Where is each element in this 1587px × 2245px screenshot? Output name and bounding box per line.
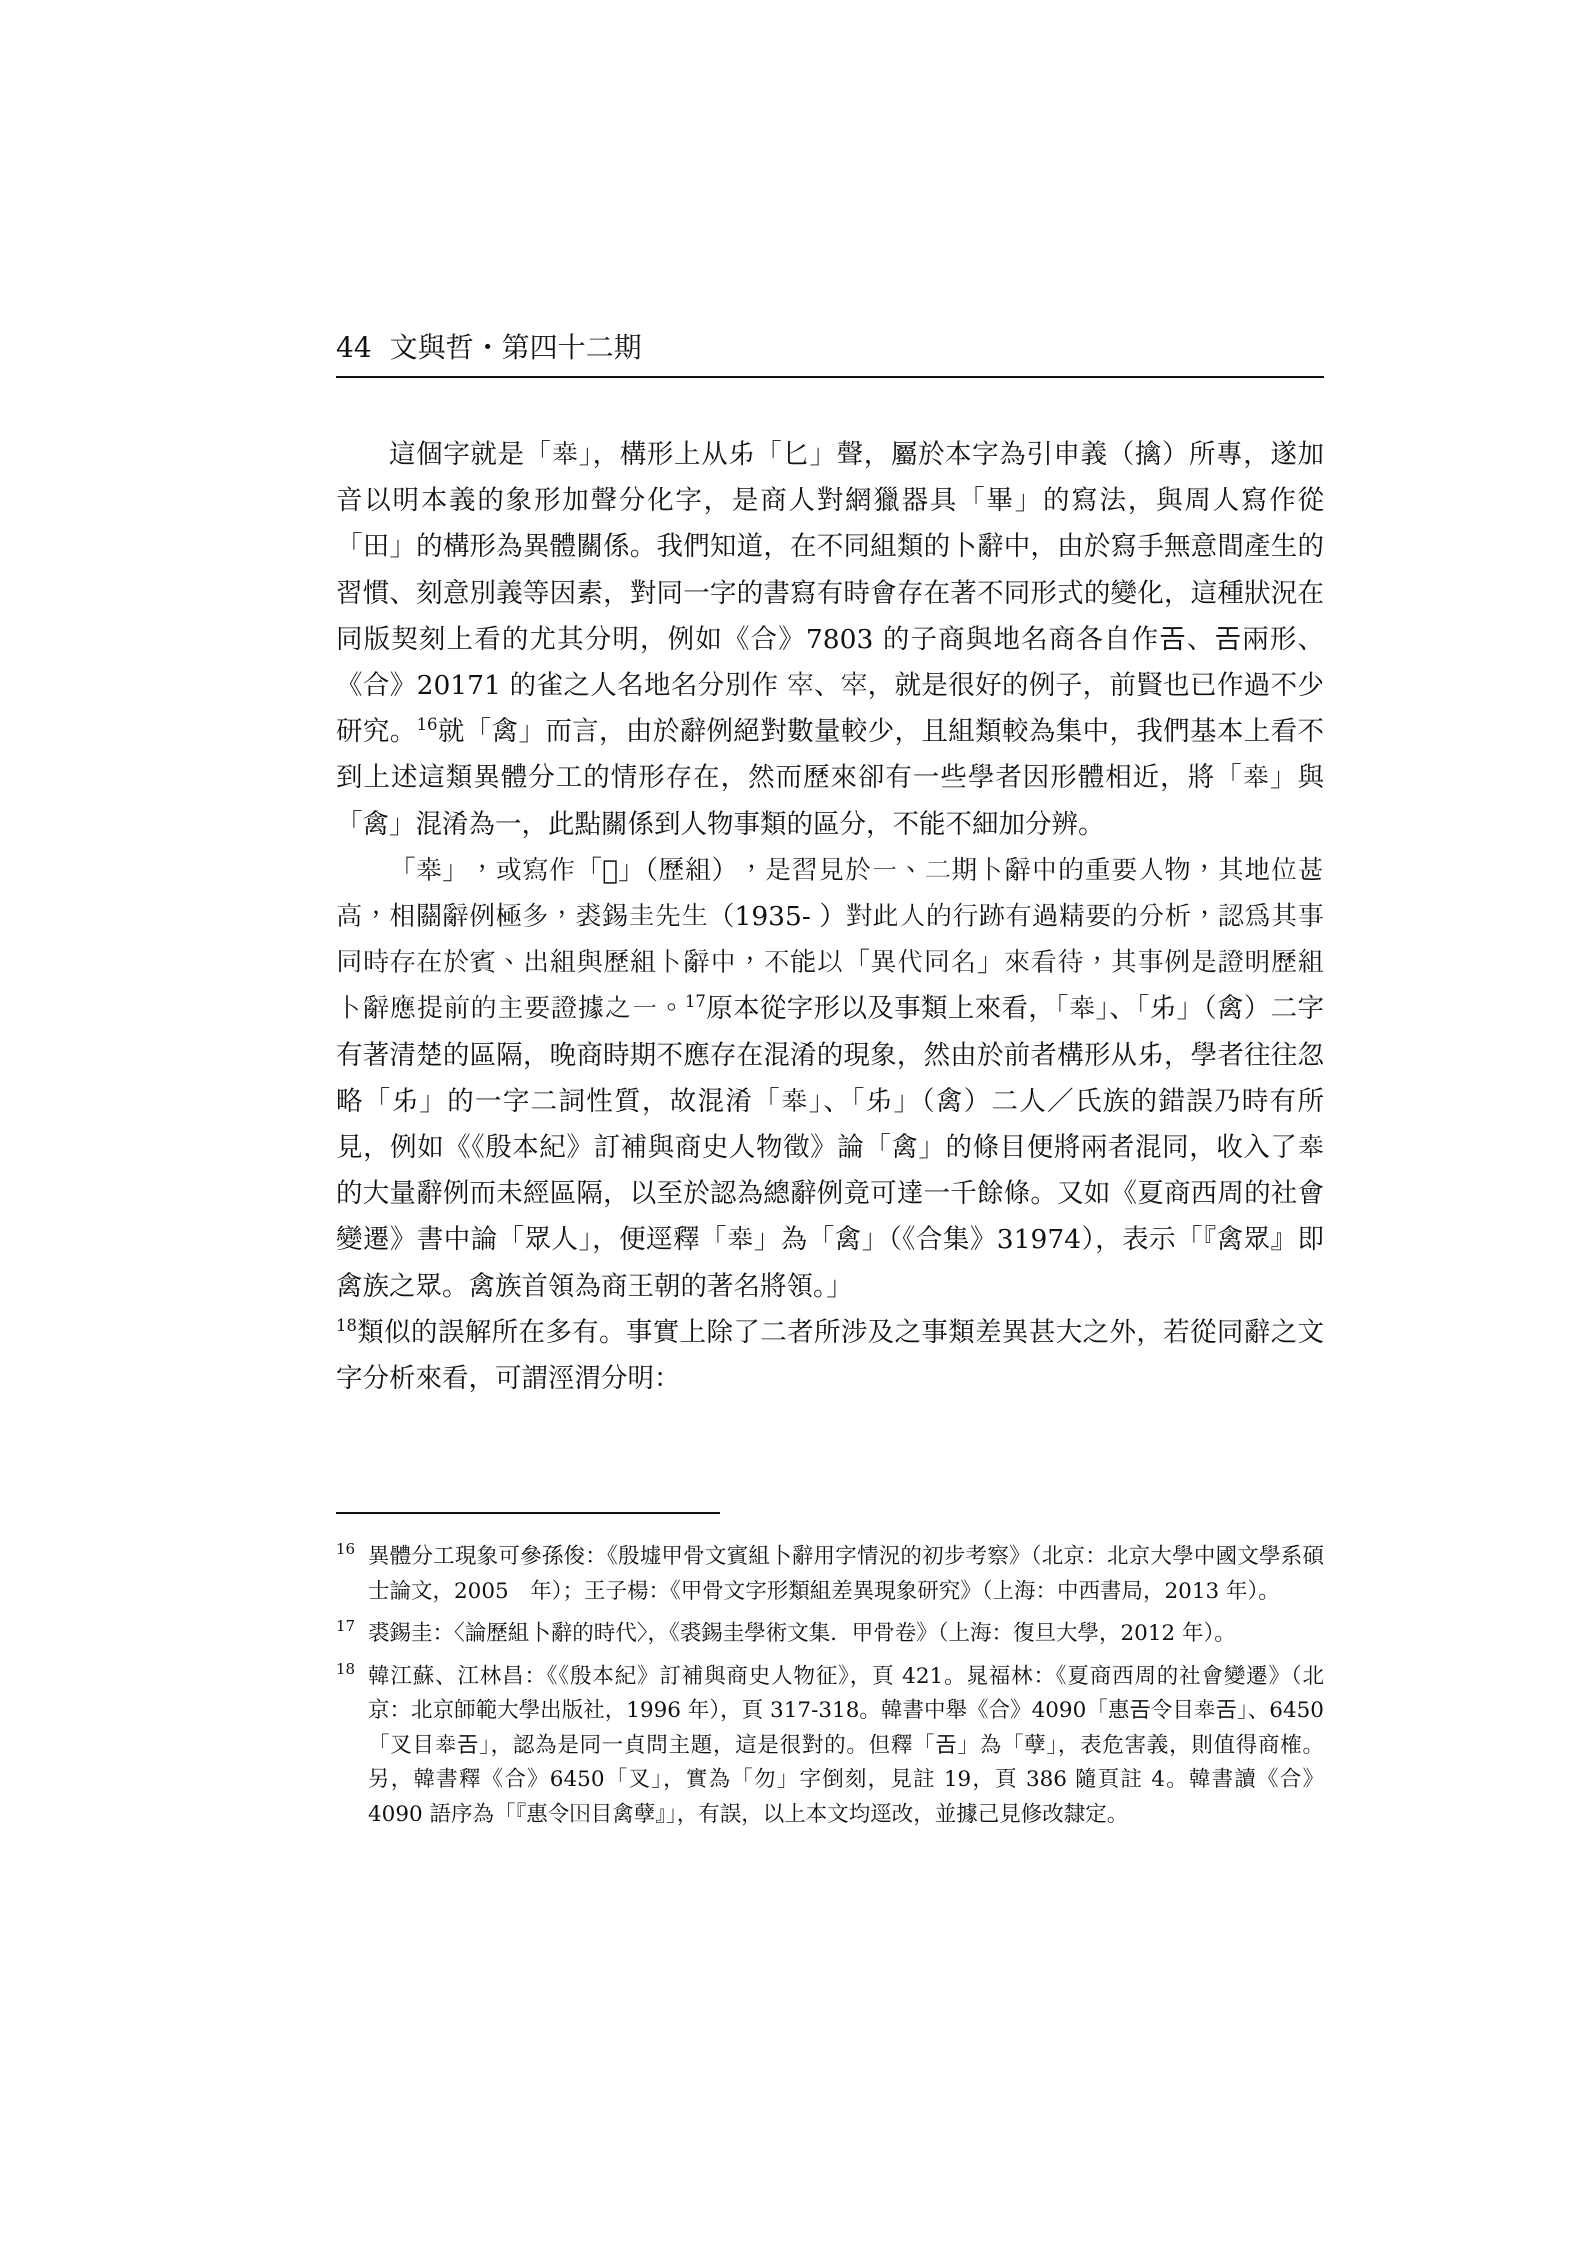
footnote-text: 韓江蘇、江林昌：《《殷本紀》訂補與商史人物征》，頁 421。晁福林：《夏商西周的社會變遷》（北京：北京師範大學出版社，1996 年），頁 317-318。韓書中舉《合》4090「惠𢀛令目𠦪𢀛」、6450「叉目𠦪𢀛」，認為是同一貞問主題，這是很對的。但釋「𢀛」為「孽」，表危害義，則值得商榷。另，韓書釋《合》6450「叉」，實為「勿」字倒刻，見註 19，頁 386 隨頁註 4。韓書讀《合》4090 語序為「『惠令𡆥目禽孽』」，有誤，以上本文均逕改，並據己見修改隸定。	[368, 1663, 1324, 1827]
journal-title: 文與哲・第四十二期	[389, 331, 642, 364]
running-head	[336, 330, 1324, 378]
footnote-text: 裘錫圭：〈論歷組卜辭的時代〉，《裘錫圭學術文集．甲骨卷》（上海：復旦大學，2012 年）。	[368, 1621, 1236, 1646]
footnote-number: 17	[336, 1617, 356, 1635]
footnote-separator	[336, 1512, 720, 1514]
footnote-number: 16	[336, 1540, 356, 1558]
paragraph-1-text-b: 就「禽」而言，由於辭例絕對數量較少，且組類較為集中，我們基本上看不到上述這類異體分工的情形存在，然而歷來卻有一些學者因形體相近，將「𠦪」與「禽」混淆為一，此點關係到人物事類的區分，不能不細加分辨。	[336, 716, 1325, 840]
footnote-18	[336, 1660, 1324, 1833]
paragraph-2-text-c: 類似的誤解所在多有。事實上除了二者所涉及之事類差異甚大之外，若從同辭之文字分析來看，可謂涇渭分明：	[336, 1316, 1324, 1395]
footnote-17	[336, 1617, 1324, 1652]
paragraph-2	[336, 848, 1324, 1402]
footnote-ref-18[interactable]: 18	[336, 1316, 357, 1336]
footnote-text: 異體分工現象可參孫俊：《殷墟甲骨文賓組卜辭用字情況的初步考察》（北京：北京大學中國文學系碩士論文，2005 年）；王子楊：《甲骨文字形類組差異現象研究》（上海：中西書局，2013 年）。	[368, 1544, 1324, 1604]
footnote-16	[336, 1540, 1324, 1609]
paragraph-2-text-b: 原本從字形以及事類上來看，「𠦪」、「𠂔」（禽）二字有著清楚的區隔，晚商時期不應存在混淆的現象，然由於前者構形从𠂔，學者往往忽略「𠂔」的一字二詞性質，故混淆「𠦪」、「𠂔」（禽）二人／氏族的錯誤乃時有所見，例如《《殷本紀》訂補與商史人物徵》論「禽」的條目便將兩者混同，收入了𠦪的大量辭例而未經區隔，以至於認為總辭例竟可達一千餘條。又如《夏商西周的社會變遷》書中論「眾人」，便逕釋「𠦪」為「禽」（《合集》31974），表示「『禽眾』即禽族之眾。禽族首領為商王朝的著名將領。」	[336, 993, 1325, 1302]
footnote-ref-17[interactable]: 17	[684, 992, 706, 1012]
footnote-ref-16[interactable]: 16	[416, 715, 438, 735]
paragraph-1	[336, 432, 1324, 848]
footnote-number: 18	[336, 1659, 356, 1678]
paragraph-2-text-a: 「𠦪」，或寫作「𡧢」（歷組），是習見於一、二期卜辭中的重要人物，其地位甚高，相關辭例極多，裘錫圭先生（1935- ）對此人的行跡有過精要的分析，認為其事同時存在於賓、出組與歷組卜辭中，不能以「異代同名」來看待，其事例是證明歷組卜辭應提前的主要證據之一。	[336, 854, 1324, 1025]
paragraph-1-text-a: 這個字就是「𠦪」，構形上从𠂔「匕」聲，屬於本字為引申義（擒）所專，遂加音以明本義的象形加聲分化字，是商人對網獵器具「畢」的寫法，與周人寫作從「田」的構形為異體關係。我們知道，在不同組類的卜辭中，由於寫手無意間產生的習慣、刻意別義等因素，對同一字的書寫有時會存在著不同形式的變化，這種狀況在同版契刻上看的尤其分明，例如《合》7803 的子商與地名商各自作𢀛、𢀛兩形、《合》20171 的雀之人名地名分別作 𡨧、𡨧，就是很好的例子，前賢也已作過不少研究。	[336, 439, 1324, 748]
main-text	[336, 432, 1324, 1402]
page-number: 44	[336, 331, 372, 364]
footnotes	[336, 1540, 1324, 1840]
